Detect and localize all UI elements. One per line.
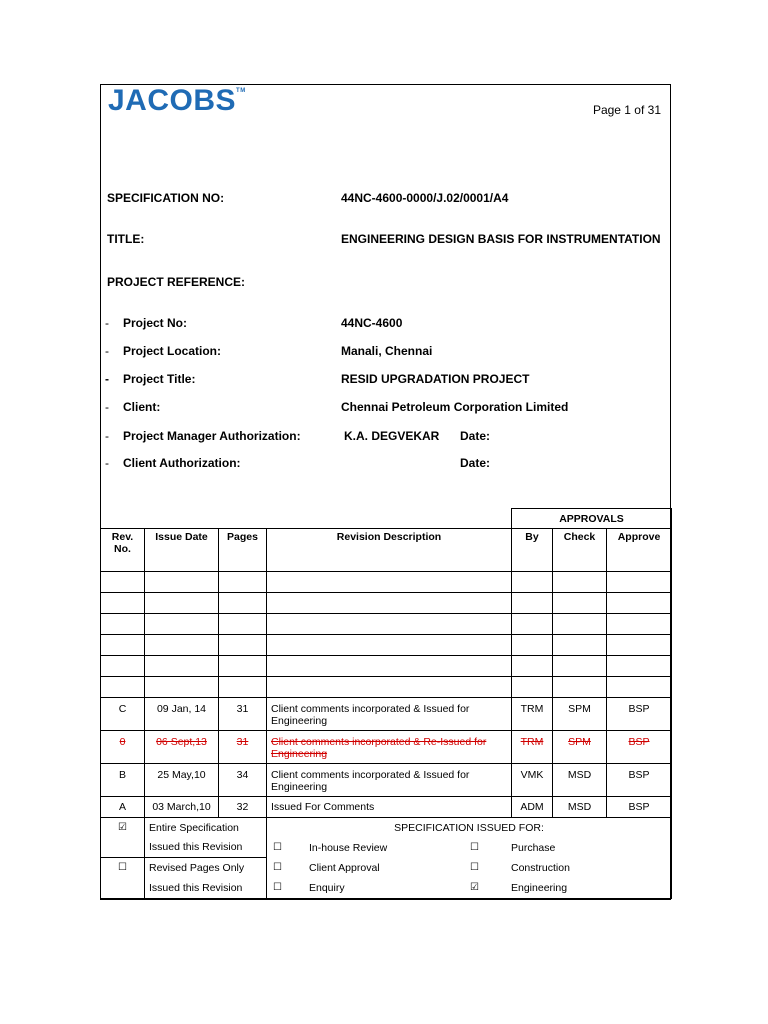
bullet-dash: - [105, 316, 109, 330]
desc-cell: Client comments incorporated & Issued for Engineering [267, 698, 512, 731]
pages-cell: 31 [219, 731, 267, 764]
construction-label: Construction [511, 861, 570, 874]
inhouse-review-label: In-house Review [309, 841, 388, 854]
table-row [101, 698, 672, 731]
blank-cell [101, 509, 512, 529]
empty-row [101, 614, 672, 635]
purchase-checkbox[interactable]: ☐ [470, 841, 479, 853]
approvals-header: APPROVALS [512, 509, 672, 529]
client-approval-checkbox[interactable]: ☐ [273, 861, 282, 873]
approve-cell: BSP [607, 797, 672, 818]
pages-cell: 31 [219, 698, 267, 731]
empty-row [101, 677, 672, 698]
table-row [101, 797, 672, 818]
entire-spec-checkbox[interactable]: ☑ [101, 818, 145, 838]
revision-description-header: Revision Description [267, 529, 512, 572]
approve-cell: BSP [607, 731, 672, 764]
check-cell: MSD [553, 764, 607, 797]
issue-date-header: Issue Date [145, 529, 219, 572]
by-cell: TRM [512, 731, 553, 764]
empty-row [101, 572, 672, 593]
rev-no-header: Rev. No. [101, 529, 145, 572]
client-approval-label: Client Approval [309, 861, 380, 874]
approve-header: Approve [607, 529, 672, 572]
blank-cell [101, 878, 145, 899]
pages-cell: 32 [219, 797, 267, 818]
project-title-label: Project Title: [123, 372, 196, 386]
project-location-label: Project Location: [123, 344, 222, 358]
approve-cell: BSP [607, 698, 672, 731]
spec-no-label: SPECIFICATION NO: [107, 191, 225, 205]
enquiry-label: Enquiry [309, 881, 345, 894]
entire-spec-label: Entire Specification [145, 818, 267, 838]
desc-cell: Client comments incorporated & Re-Issued for Engineering [267, 731, 512, 764]
client-value: Chennai Petroleum Corporation Limited [341, 400, 569, 414]
project-title-value: RESID UPGRADATION PROJECT [341, 372, 530, 386]
engineering-label: Engineering [511, 881, 568, 894]
bullet-dash: - [105, 456, 109, 470]
bullet-dash: - [105, 400, 109, 414]
date-cell: 25 May,10 [145, 764, 219, 797]
check-cell: SPM [553, 698, 607, 731]
empty-row [101, 656, 672, 677]
pm-date-label: Date: [460, 429, 491, 443]
purchase-label: Purchase [511, 841, 556, 854]
pm-authorization-value: K.A. DEGVEKAR [344, 429, 440, 443]
project-no-label: Project No: [123, 316, 188, 330]
by-cell: VMK [512, 764, 553, 797]
check-header: Check [553, 529, 607, 572]
pm-authorization-label: Project Manager Authorization: [123, 429, 301, 443]
empty-row [101, 635, 672, 656]
date-cell: 09 Jan, 14 [145, 698, 219, 731]
revision-table [100, 508, 672, 899]
by-cell: ADM [512, 797, 553, 818]
client-authorization-label: Client Authorization: [123, 456, 241, 470]
rev-cell: 0 [101, 731, 145, 764]
check-cell: MSD [553, 797, 607, 818]
rev-cell: C [101, 698, 145, 731]
revised-pages-label: Revised Pages Only [145, 858, 267, 878]
table-row [101, 764, 672, 797]
approve-cell: BSP [607, 764, 672, 797]
by-header: By [512, 529, 553, 572]
check-cell: SPM [553, 731, 607, 764]
issued-for-heading: SPECIFICATION ISSUED FOR: [267, 818, 672, 838]
revised-pages-checkbox[interactable]: ☐ [101, 858, 145, 878]
desc-cell: Issued For Comments [267, 797, 512, 818]
rev-cell: A [101, 797, 145, 818]
table-row-struck [101, 731, 672, 764]
client-date-label: Date: [460, 456, 491, 470]
bullet-dash: - [105, 372, 109, 386]
issued-this-revision-label: Issued this Revision [145, 878, 267, 899]
inhouse-review-checkbox[interactable]: ☐ [273, 841, 282, 853]
date-cell: 03 March,10 [145, 797, 219, 818]
rev-cell: B [101, 764, 145, 797]
engineering-checkbox[interactable]: ☑ [470, 881, 479, 893]
pages-cell: 34 [219, 764, 267, 797]
enquiry-checkbox[interactable]: ☐ [273, 881, 282, 893]
pages-header: Pages [219, 529, 267, 572]
bullet-dash: - [105, 429, 109, 443]
desc-cell: Client comments incorporated & Issued for Engineering [267, 764, 512, 797]
project-no-value: 44NC-4600 [341, 316, 403, 330]
empty-row [101, 593, 672, 614]
construction-checkbox[interactable]: ☐ [470, 861, 479, 873]
date-cell: 06 Sept,13 [145, 731, 219, 764]
jacobs-logo: JACOBS™ [108, 84, 246, 117]
project-location-value: Manali, Chennai [341, 344, 433, 358]
bullet-dash: - [105, 344, 109, 358]
spec-no-value: 44NC-4600-0000/J.02/0001/A4 [341, 191, 509, 205]
issued-this-revision-label: Issued this Revision [145, 838, 267, 858]
title-value: ENGINEERING DESIGN BASIS FOR INSTRUMENTATION [341, 232, 661, 246]
by-cell: TRM [512, 698, 553, 731]
page-number: Page 1 of 31 [592, 103, 661, 117]
blank-cell [101, 838, 145, 858]
title-label: TITLE: [107, 232, 145, 246]
project-reference-label: PROJECT REFERENCE: [107, 275, 246, 289]
client-label: Client: [123, 400, 161, 414]
